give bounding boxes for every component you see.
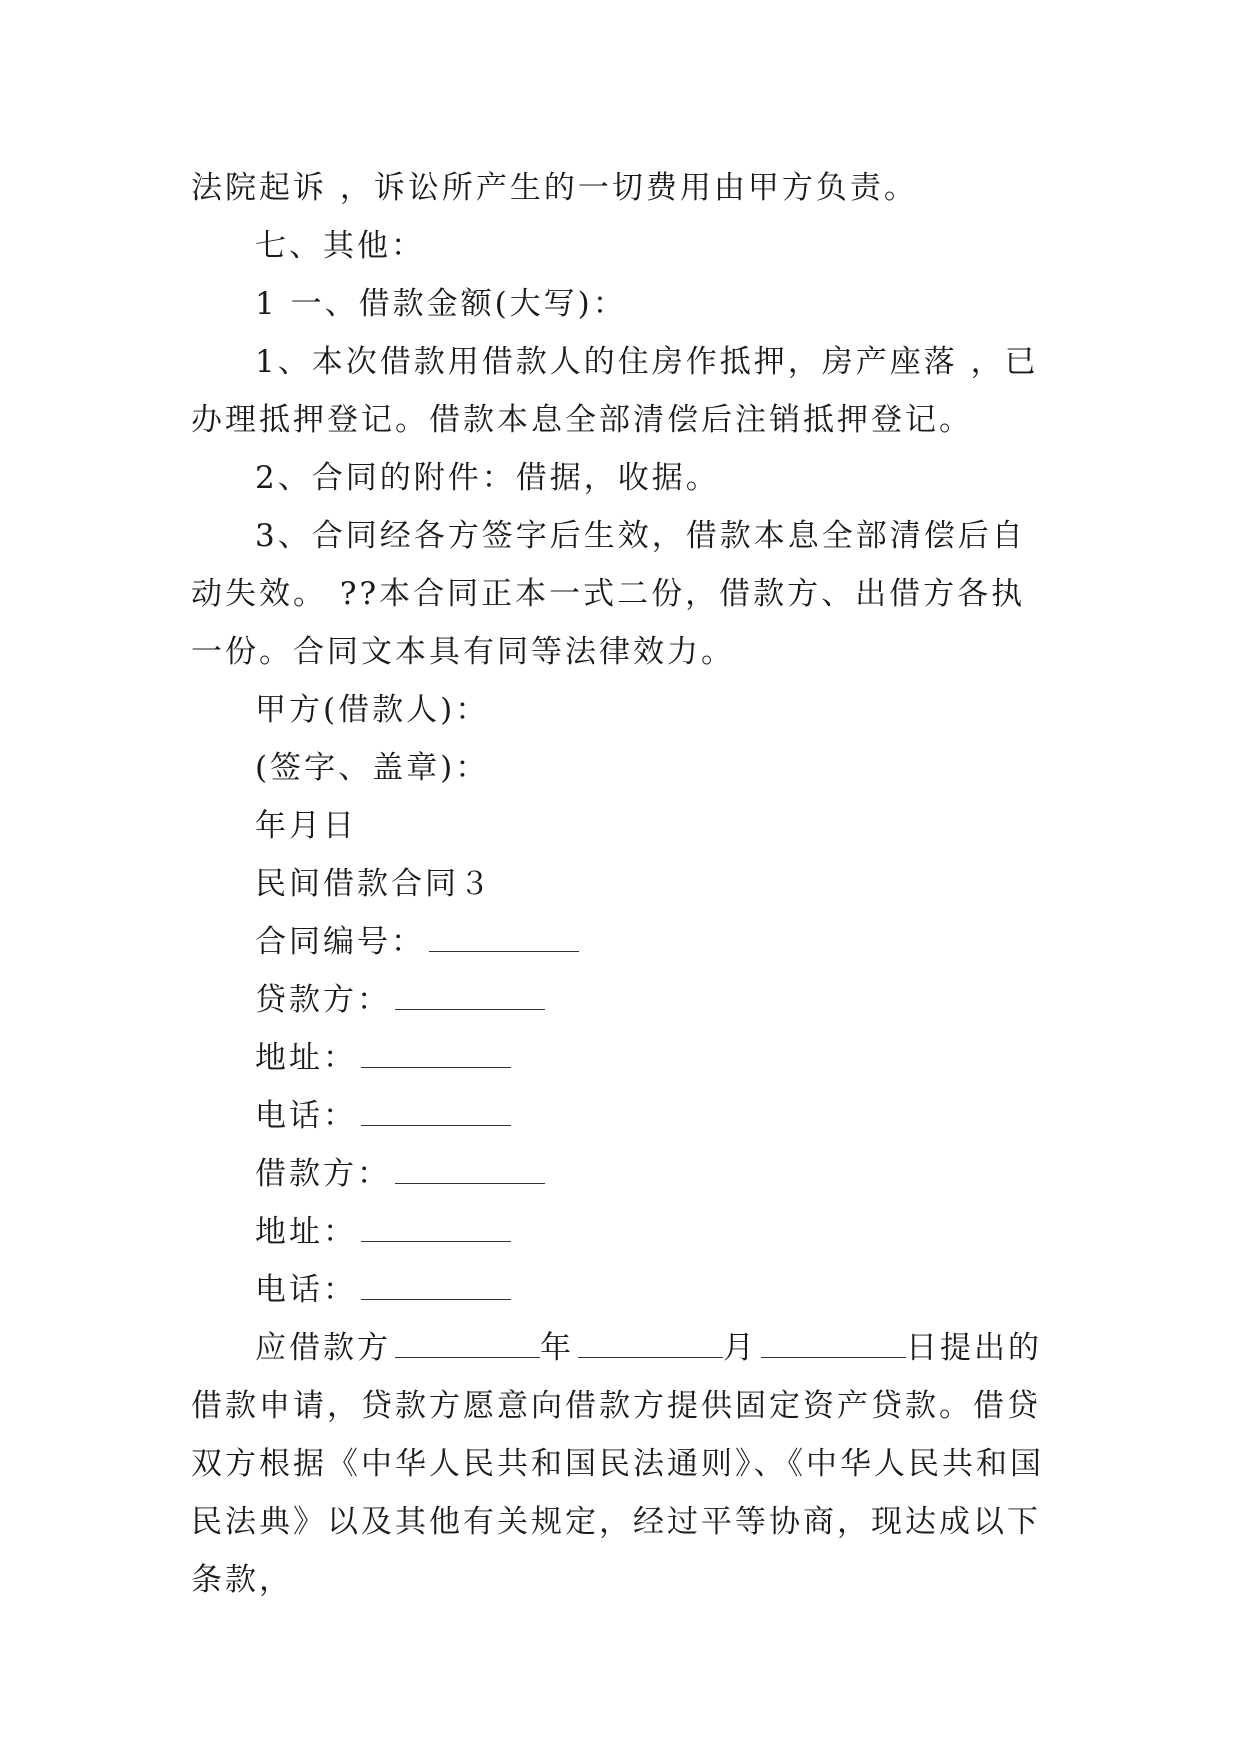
paragraph-loan-application xyxy=(191,1319,1051,1609)
field-lender xyxy=(191,971,1051,1029)
blank-line xyxy=(395,1157,545,1184)
field-label: 借款方： xyxy=(255,1156,391,1192)
blank-line xyxy=(429,925,579,952)
field-borrower xyxy=(191,1145,1051,1203)
field-borrower-address xyxy=(191,1203,1051,1261)
field-borrower-phone xyxy=(191,1261,1051,1319)
paragraph-litigation-cost: 法院起诉 ，诉讼所产生的一切费用由甲方负责。 xyxy=(191,170,918,206)
blank-line xyxy=(361,1099,511,1126)
field-label: 电话： xyxy=(255,1272,357,1308)
field-lender-address xyxy=(191,1029,1051,1087)
blank-line xyxy=(361,1041,511,1068)
blank-line-year xyxy=(395,1331,540,1358)
signature-seal: (签字、盖章)： xyxy=(255,750,490,786)
field-label: 地址： xyxy=(255,1040,357,1076)
application-text-rest: 日提出的借款申请，贷款方愿意向借款方提供固定资产贷款。借贷双方根据《中华人民共和国民法通则》、《中华人民共和国民法典》以及其他有关规定，经过平等协商，现达成以下条款， xyxy=(191,1330,1044,1598)
blank-line xyxy=(361,1273,511,1300)
signature-party-a: 甲方(借款人)： xyxy=(255,692,490,728)
field-label: 地址： xyxy=(255,1214,357,1250)
field-label: 合同编号： xyxy=(255,924,425,960)
paragraph-attachments: 2、合同的附件：借据，收据。 xyxy=(255,460,720,496)
paragraph-mortgage-clause: 1、本次借款用借款人的住房作抵押，房产座落 ，已办理抵押登记。借款本息全部清偿后注销抵押登记。 xyxy=(191,344,1039,438)
paragraph-loan-amount: 1 一、借款金额(大写)： xyxy=(255,286,627,322)
field-label: 贷款方： xyxy=(255,982,391,1018)
blank-line-month xyxy=(578,1331,723,1358)
blank-line-day xyxy=(761,1331,906,1358)
field-label: 电话： xyxy=(255,1098,357,1134)
field-contract-number xyxy=(191,913,1051,971)
application-text-month: 月 xyxy=(723,1330,757,1366)
application-text-1: 应借款方 xyxy=(255,1330,391,1366)
signature-date: 年月日 xyxy=(255,808,357,844)
blank-line xyxy=(361,1215,511,1242)
paragraph-effectiveness: 3、合同经各方签字后生效，借款本息全部清偿后自动失效。 ??本合同正本一式二份，借款方、出借方各执一份。合同文本具有同等法律效力。 xyxy=(191,518,1026,670)
blank-line xyxy=(395,983,545,1010)
document-body xyxy=(191,159,1051,1609)
section-heading-other: 七、其他： xyxy=(255,228,425,264)
application-text-year: 年 xyxy=(540,1330,574,1366)
contract-title: 民间借款合同３ xyxy=(255,866,493,902)
field-lender-phone xyxy=(191,1087,1051,1145)
